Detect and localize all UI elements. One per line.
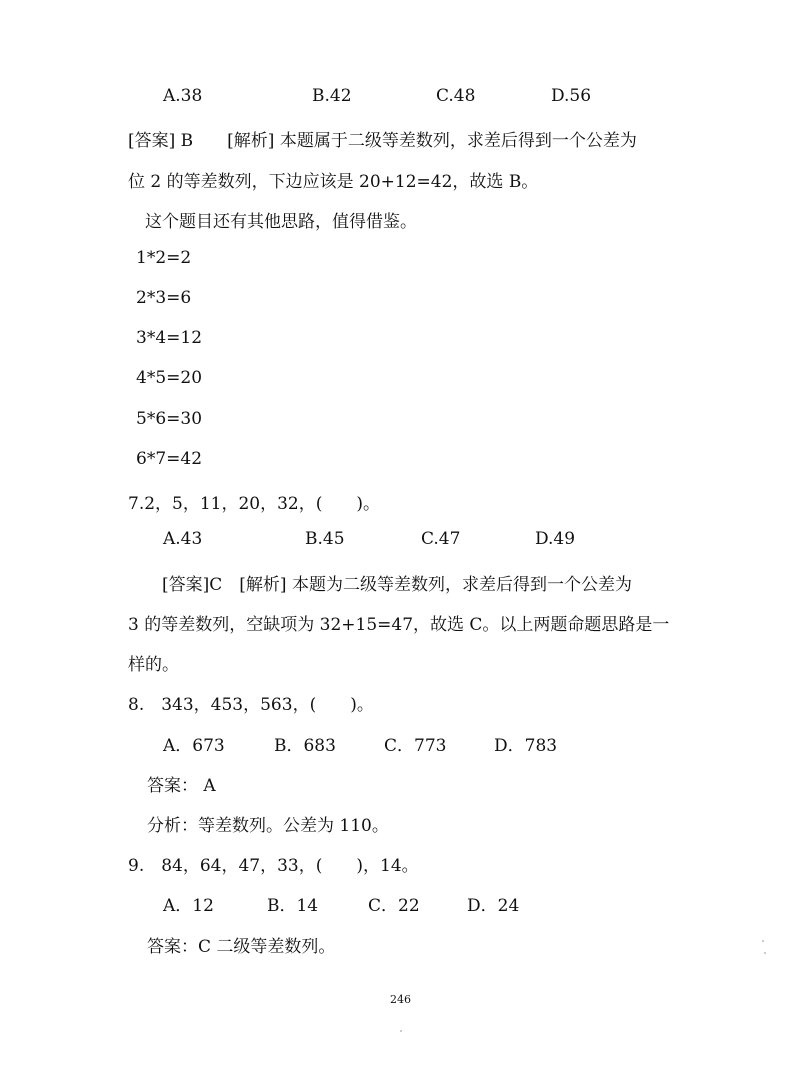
product-line-3: 3*4=12 xyxy=(136,328,203,348)
product-line-4: 4*5=20 xyxy=(136,368,203,388)
q9-option-a: A．12 xyxy=(163,896,214,916)
product-line-1: 1*2=2 xyxy=(136,248,192,268)
q7-answer-line-3: 样的。 xyxy=(128,655,179,675)
q9-option-d: D．24 xyxy=(467,896,520,916)
q7-option-a: A.43 xyxy=(163,529,203,549)
q7-answer-line-1: [答案]C [解析] 本题为二级等差数列，求差后得到一个公差为 xyxy=(162,575,632,595)
product-line-2: 2*3=6 xyxy=(136,288,192,308)
q8-option-a: A．673 xyxy=(163,736,225,756)
q9-option-b: B．14 xyxy=(267,896,319,916)
q7-option-b: B.45 xyxy=(305,529,345,549)
scan-speck xyxy=(764,952,766,954)
q9-option-c: C．22 xyxy=(368,896,420,916)
q6-answer-line-1: [答案] B [解析] 本题属于二级等差数列，求差后得到一个公差为 xyxy=(128,131,637,151)
q9-answer: 答案：C 二级等差数列。 xyxy=(147,937,336,957)
q7-question: 7.2，5，11，20，32，( )。 xyxy=(128,494,381,514)
q8-question: 8. 343，453，563，( )。 xyxy=(128,695,374,715)
q9-question: 9. 84，64，47，33，( )，14。 xyxy=(128,856,419,876)
q7-option-c: C.47 xyxy=(421,529,461,549)
q6-option-a: A.38 xyxy=(163,86,203,106)
q7-option-d: D.49 xyxy=(535,529,576,549)
q7-answer-line-2: 3 的等差数列，空缺项为 32+15=47，故选 C。以上两题命题思路是一 xyxy=(128,615,670,635)
scan-speck xyxy=(400,1030,402,1032)
product-line-6: 6*7=42 xyxy=(136,449,203,469)
product-line-5: 5*6=30 xyxy=(136,409,203,429)
q8-option-c: C．773 xyxy=(384,736,447,756)
q8-option-b: B．683 xyxy=(274,736,336,756)
q6-option-b: B.42 xyxy=(312,86,352,106)
q6-option-d: D.56 xyxy=(551,86,592,106)
q8-analysis: 分析：等差数列。公差为 110。 xyxy=(147,816,389,836)
q6-answer-line-2: 位 2 的等差数列，下边应该是 20+12=42，故选 B。 xyxy=(128,172,539,192)
page-number: 246 xyxy=(390,993,411,1006)
q8-option-d: D．783 xyxy=(494,736,558,756)
alt-method-intro: 这个题目还有其他思路，值得借鉴。 xyxy=(145,212,417,232)
q8-answer: 答案： A xyxy=(147,776,216,796)
scan-speck xyxy=(762,940,764,942)
q6-option-c: C.48 xyxy=(436,86,476,106)
